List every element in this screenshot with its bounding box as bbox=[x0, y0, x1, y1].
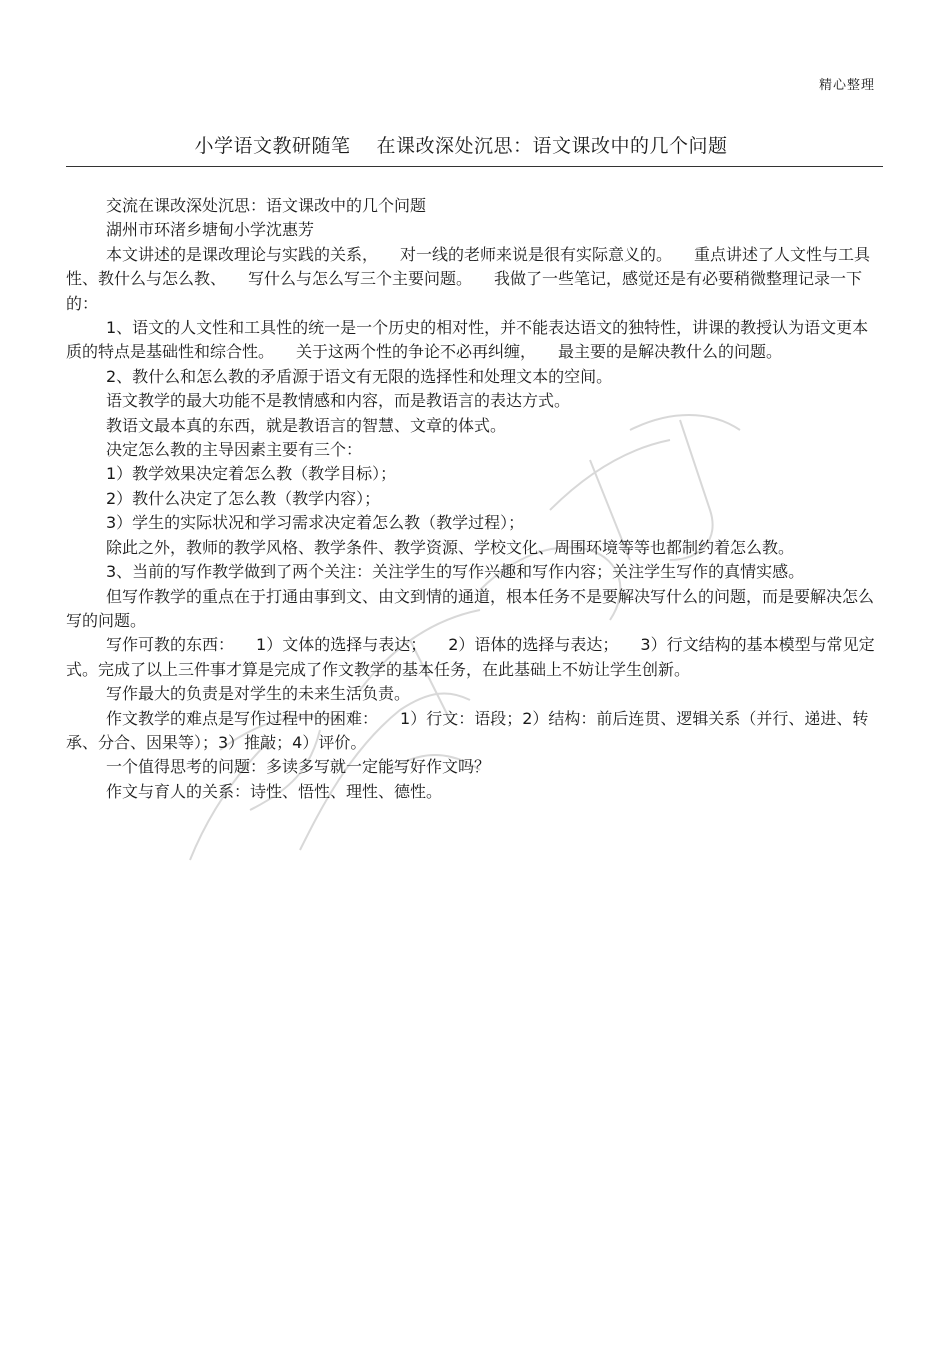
paragraph: 作文教学的难点是写作过程中的困难： 1）行文：语段；2）结构：前后连贯、逻辑关系（并行、递进、转承、分合、因果等）；3）推敲；4）评价。 bbox=[66, 708, 869, 752]
title-part-1: 小学语文教研随笔 bbox=[194, 135, 351, 157]
paragraph: 一个值得思考的问题：多读多写就一定能写好作文吗？ bbox=[106, 757, 491, 777]
list-item: 1）教学效果决定着怎么教（教学目标）； bbox=[106, 464, 397, 484]
paragraph: 2、教什么和怎么教的矛盾源于语文有无限的选择性和处理文本的空间。 bbox=[106, 366, 613, 386]
paragraph: 决定怎么教的主导因素主要有三个： bbox=[106, 440, 363, 460]
title-part-2: 在课改深处沉思：语文课改中的几个问题 bbox=[376, 135, 728, 157]
paragraph: 教语文最本真的东西，就是教语言的智慧、文章的体式。 bbox=[106, 415, 507, 435]
page-title bbox=[0, 131, 922, 158]
paragraph: 写作可教的东西： 1）文体的选择与表达； 2）语体的选择与表达； 3）行文结构的基本模型与常见定式。完成了以上三件事才算是完成了作文教学的基本任务，在此基础上不妨让学生创新。 bbox=[66, 635, 875, 679]
list-item: 3）学生的实际状况和学习需求决定着怎么教（教学过程）； bbox=[106, 513, 525, 533]
paragraph: 作文与育人的关系：诗性、悟性、理性、德性。 bbox=[106, 781, 443, 801]
paragraph: 3、当前的写作教学做到了两个关注：关注学生的写作兴趣和写作内容；关注学生写作的真情实感。 bbox=[106, 562, 805, 582]
paragraph: 1、语文的人文性和工具性的统一是一个历史的相对性，并不能表达语文的独特性，讲课的教授认为语文更本质的特点是基础性和综合性。 关于这两个性的争论不必再纠缠， 最主要的是解决教什么的问题。 bbox=[66, 318, 869, 362]
paragraph: 除此之外，教师的教学风格、教学条件、教学资源、学校文化、周围环境等等也都制约着怎么教。 bbox=[106, 537, 795, 557]
article-body bbox=[66, 194, 878, 804]
title-divider bbox=[66, 166, 883, 167]
list-item: 2）教什么决定了怎么教（教学内容）； bbox=[106, 488, 381, 508]
paragraph: 写作最大的负责是对学生的未来生活负责。 bbox=[106, 684, 411, 704]
header-note: 精心整理 bbox=[818, 78, 875, 93]
paragraph: 但写作教学的重点在于打通由事到文、由文到情的通道，根本任务不是要解决写什么的问题，而是要解决怎么写的问题。 bbox=[66, 586, 875, 630]
paragraph: 本文讲述的是课改理论与实践的关系， 对一线的老师来说是很有实际意义的。 重点讲述了人文性与工具性、教什么与怎么教、 写什么与怎么写三个主要问题。 我做了一些笔记，感觉还是有必要稍微整理记录一下的： bbox=[66, 244, 871, 313]
author-line: 湖州市环渚乡塘甸小学沈惠芳 bbox=[106, 220, 315, 240]
paragraph: 语文教学的最大功能不是教情感和内容，而是教语言的表达方式。 bbox=[106, 391, 571, 411]
paragraph: 交流在课改深处沉思：语文课改中的几个问题 bbox=[106, 196, 427, 215]
